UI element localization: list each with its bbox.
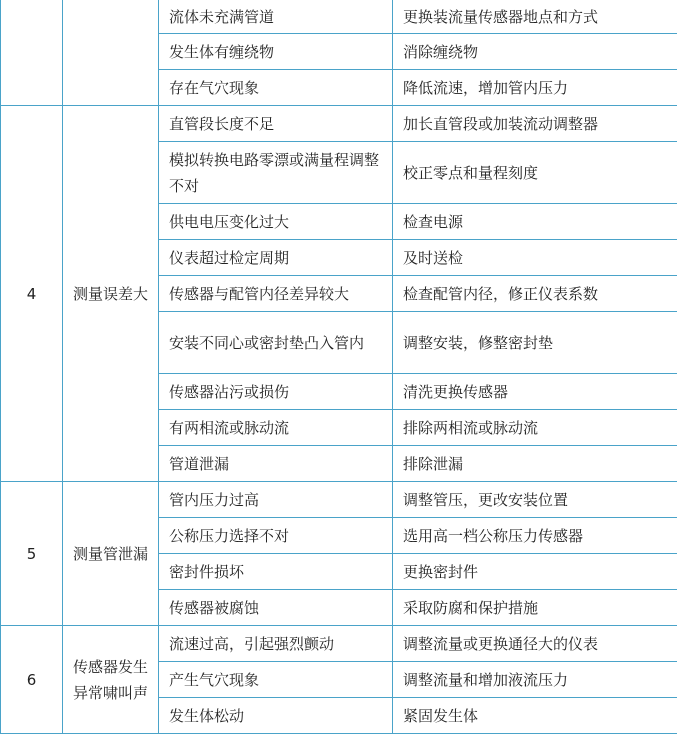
fault-cause: 存在气穴现象 (159, 70, 393, 106)
fault-cause: 产生气穴现象 (159, 662, 393, 698)
fault-cause: 密封件损坏 (159, 554, 393, 590)
fault-cause: 流速过高，引起强烈颤动 (159, 626, 393, 662)
fault-remedy: 检查电源 (393, 204, 677, 240)
fault-remedy: 紧固发生体 (393, 698, 677, 734)
fault-remedy: 调整安装，修整密封垫 (393, 312, 677, 374)
fault-table-body (1, 0, 677, 734)
fault-remedy: 校正零点和量程刻度 (393, 142, 677, 204)
fault-number: 6 (1, 626, 63, 734)
fault-cause: 传感器与配管内径差异较大 (159, 276, 393, 312)
table-row (1, 482, 677, 518)
fault-cause: 管内压力过高 (159, 482, 393, 518)
fault-cause: 供电电压变化过大 (159, 204, 393, 240)
fault-cause: 安装不同心或密封垫凸入管内 (159, 312, 393, 374)
fault-cause: 传感器被腐蚀 (159, 590, 393, 626)
fault-remedy: 排除泄漏 (393, 446, 677, 482)
fault-number: 5 (1, 482, 63, 626)
fault-remedy: 选用高一档公称压力传感器 (393, 518, 677, 554)
fault-cause: 发生体有缠绕物 (159, 34, 393, 70)
fault-symptom (63, 0, 159, 106)
fault-remedy: 排除两相流或脉动流 (393, 410, 677, 446)
fault-remedy: 降低流速，增加管内压力 (393, 70, 677, 106)
fault-remedy: 消除缠绕物 (393, 34, 677, 70)
table-row (1, 0, 677, 34)
fault-number: 4 (1, 106, 63, 482)
fault-cause: 有两相流或脉动流 (159, 410, 393, 446)
fault-cause: 流体未充满管道 (159, 0, 393, 34)
fault-cause: 发生体松动 (159, 698, 393, 734)
fault-symptom: 测量管泄漏 (63, 482, 159, 626)
fault-symptom: 测量误差大 (63, 106, 159, 482)
fault-symptom: 传感器发生异常啸叫声 (63, 626, 159, 734)
fault-cause: 公称压力选择不对 (159, 518, 393, 554)
fault-number (1, 0, 63, 106)
fault-cause: 仪表超过检定周期 (159, 240, 393, 276)
fault-cause: 管道泄漏 (159, 446, 393, 482)
table-row (1, 106, 677, 142)
fault-remedy: 清洗更换传感器 (393, 374, 677, 410)
fault-remedy: 检查配管内径，修正仪表系数 (393, 276, 677, 312)
fault-remedy: 调整管压，更改安装位置 (393, 482, 677, 518)
fault-remedy: 加长直管段或加装流动调整器 (393, 106, 677, 142)
fault-remedy: 及时送检 (393, 240, 677, 276)
table-row (1, 626, 677, 662)
fault-cause: 传感器沾污或损伤 (159, 374, 393, 410)
fault-cause: 直管段长度不足 (159, 106, 393, 142)
fault-remedy: 更换装流量传感器地点和方式 (393, 0, 677, 34)
fault-remedy: 更换密封件 (393, 554, 677, 590)
fault-remedy: 调整流量和增加液流压力 (393, 662, 677, 698)
fault-remedy: 调整流量或更换通径大的仪表 (393, 626, 677, 662)
fault-cause: 模拟转换电路零漂或满量程调整不对 (159, 142, 393, 204)
fault-remedy: 采取防腐和保护措施 (393, 590, 677, 626)
